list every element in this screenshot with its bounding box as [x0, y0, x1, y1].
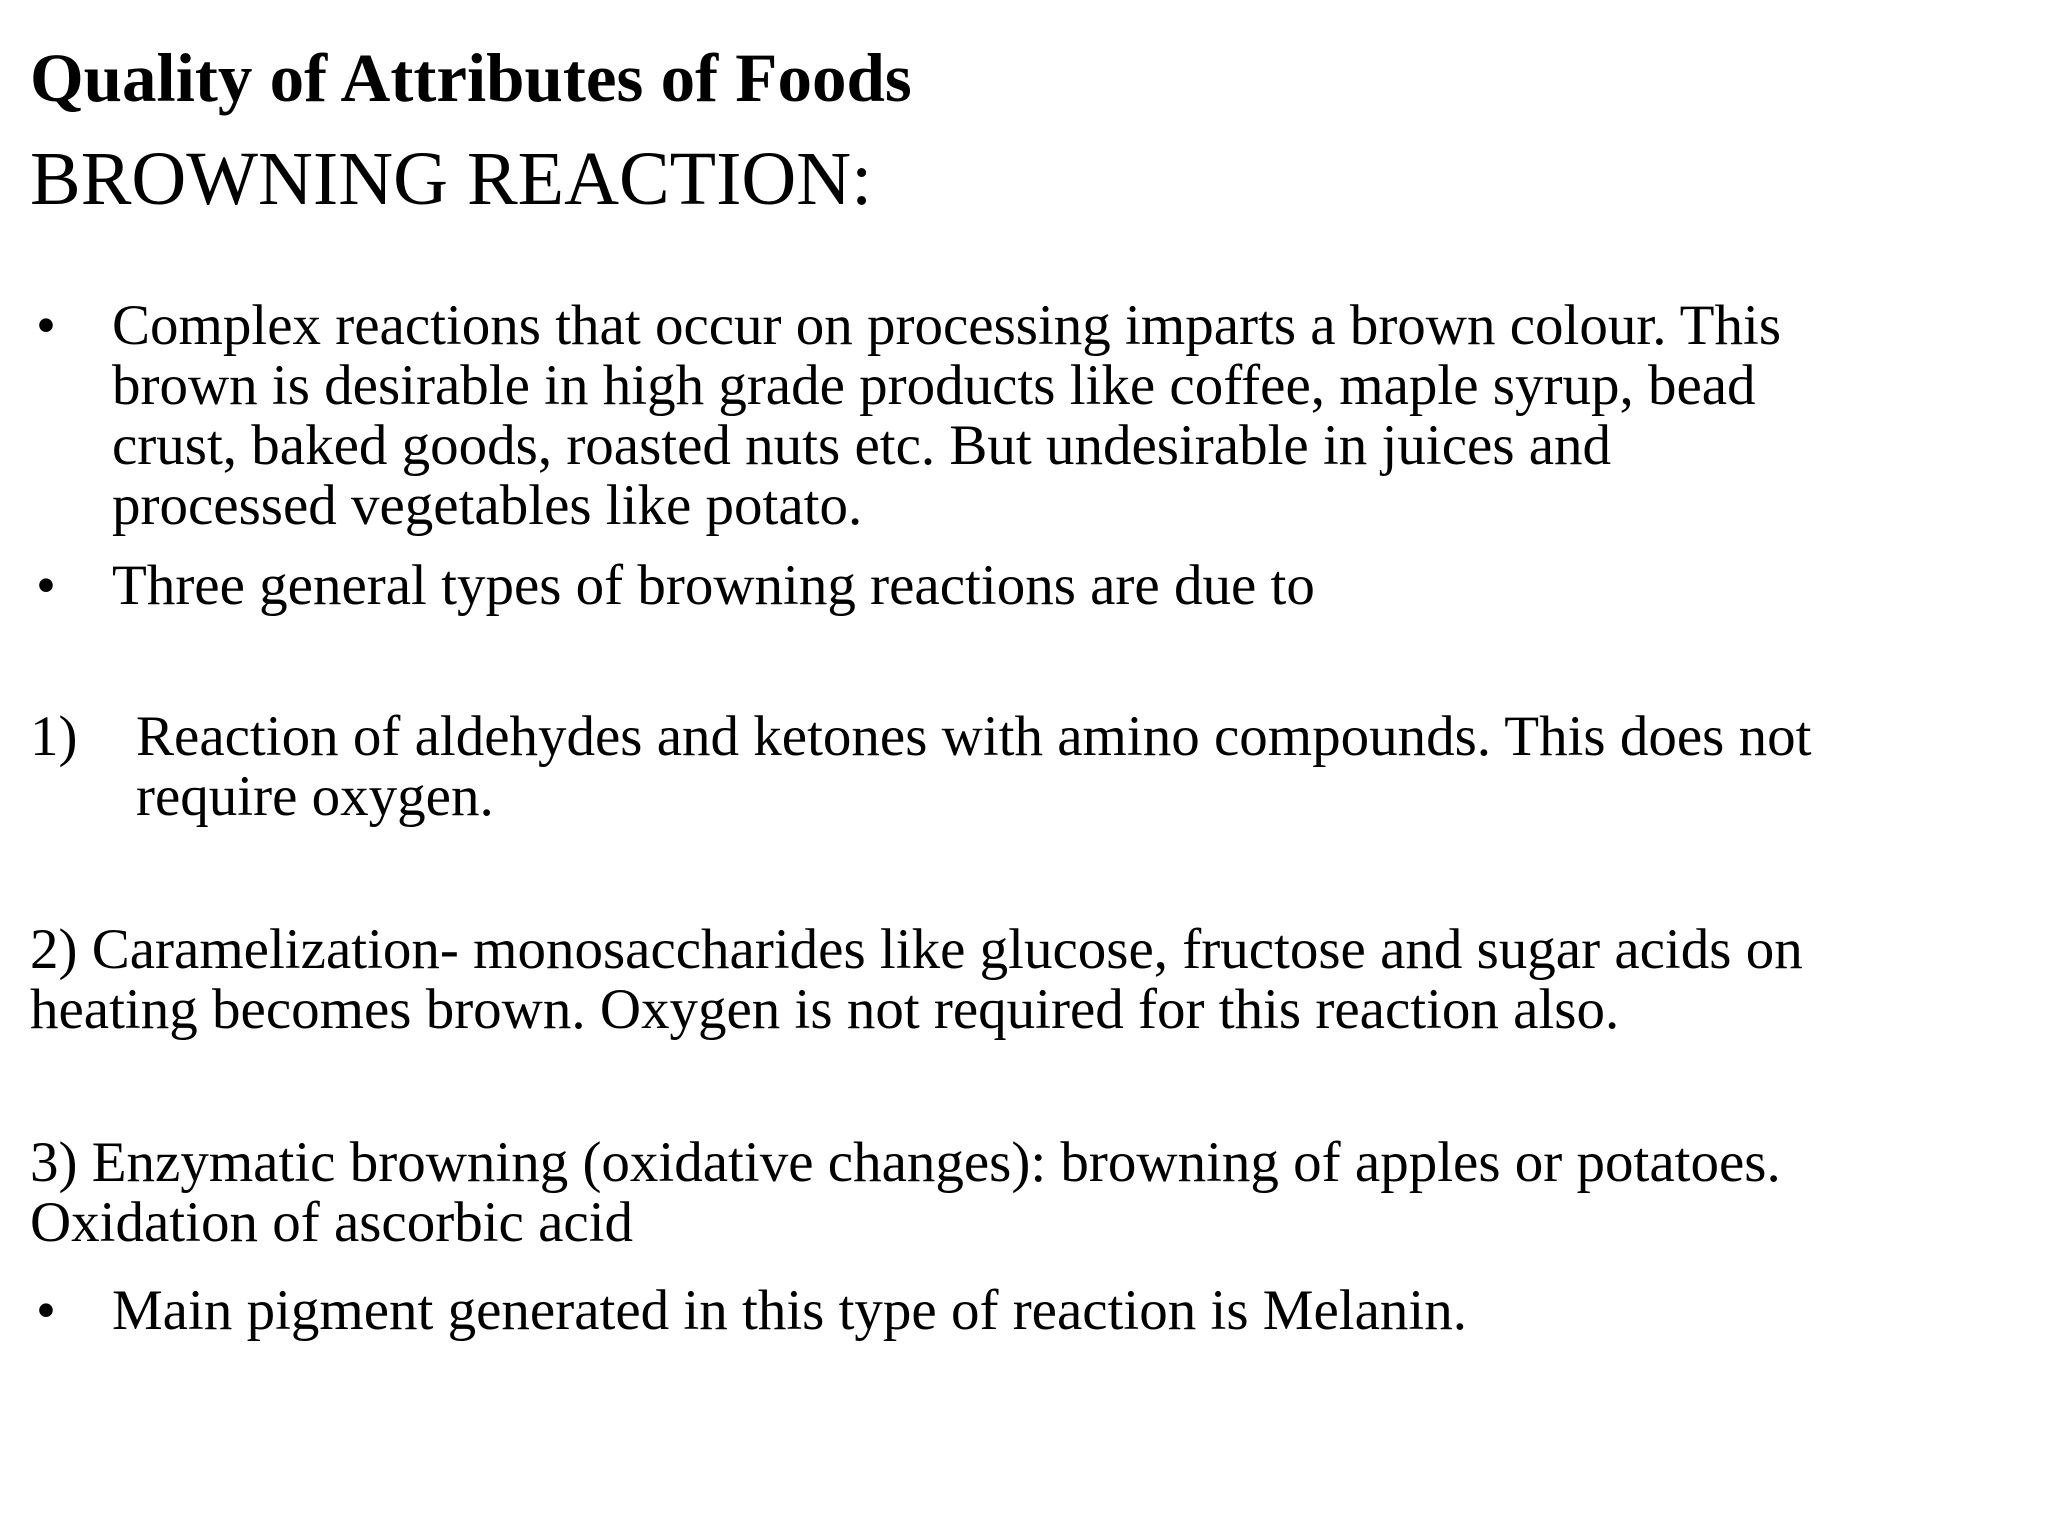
bullet-item-three-types [30, 556, 2030, 616]
item-text: Reaction of aldehydes and ketones with amino compounds. This does not require oxygen. [136, 705, 1812, 828]
bullet-item-complex-reactions [30, 296, 2030, 536]
bullet-text: Main pigment generated in this type of reaction is Melanin. [112, 1279, 1467, 1342]
bullet-text: Three general types of browning reactions are due to [112, 554, 1315, 617]
slide-subtitle: BROWNING REACTION: [30, 137, 873, 221]
item-number: 1) [30, 705, 78, 768]
numbered-item-3: 3) Enzymatic browning (oxidative changes): browning of apples or potatoes. Oxidation of ascorbic acid [30, 1131, 1781, 1254]
bullet-icon: • [36, 554, 56, 617]
bullet-icon: • [36, 1279, 56, 1342]
bullet-icon: • [36, 294, 56, 357]
bullet-text: Complex reactions that occur on processing imparts a brown colour. This brown is desirable in high grade products like coffee, maple syrup, bead crust, baked goods, roasted nuts etc. But undesirable in juices and processed vegetables like potato. [112, 294, 1782, 537]
slide-title: Quality of Attributes of Foods [30, 40, 912, 116]
numbered-item-1 [30, 707, 2030, 827]
numbered-item-2: 2) Caramelization- monosaccharides like glucose, fructose and sugar acids on heating becomes brown. Oxygen is not required for this reaction also. [30, 918, 1803, 1041]
bullet-item-melanin [30, 1281, 2030, 1341]
